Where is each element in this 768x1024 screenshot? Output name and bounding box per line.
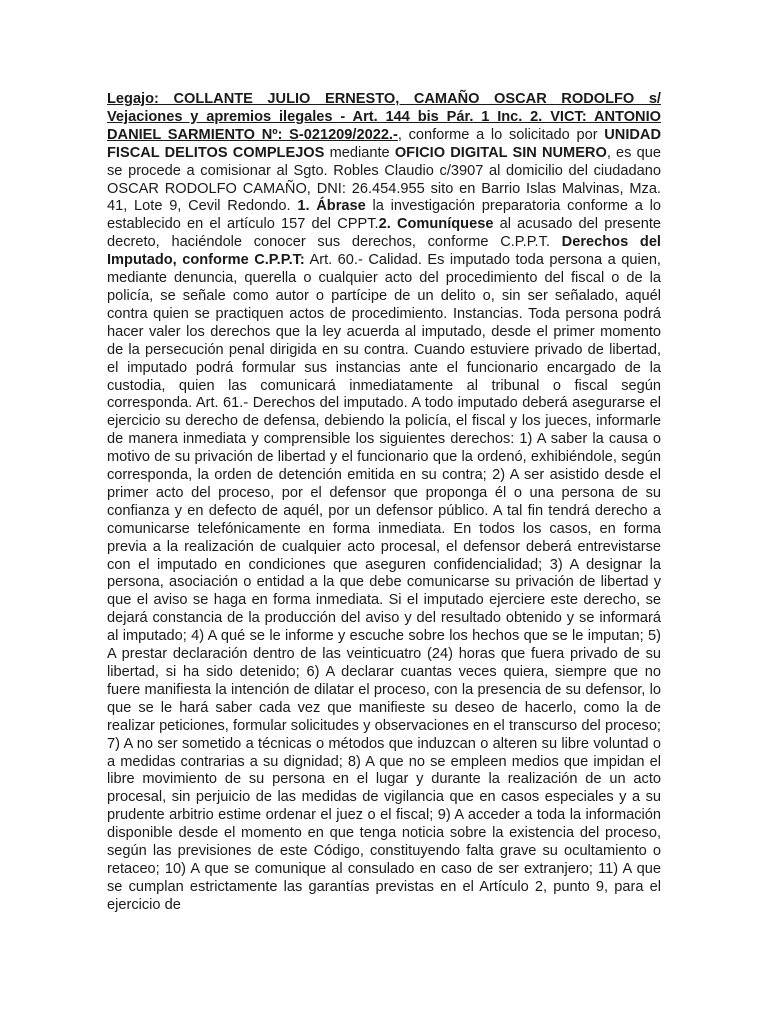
text-segment: al acusado del presente decreto, haciéndole conocer sus derechos, conforme C.P.P.T. xyxy=(107,216,662,251)
official-letter: OFICIO DIGITAL SIN NUMERO xyxy=(394,144,607,161)
text-segment: mediante xyxy=(324,144,395,161)
document-page xyxy=(107,91,661,915)
order-2-heading: 2. Comuníquese xyxy=(378,216,494,233)
order-1-heading: 1. Ábrase xyxy=(297,198,366,215)
text-segment: , es que se procede a comisionar al Sgto. Robles Claudio c/3907 al domicilio del ciudadano OSCAR RODOLFO CAMAÑO, DNI: 26.454.955 sito en Barrio Islas Malvinas, Mza. 41, Lote 9, Cevil Redondo. xyxy=(107,144,662,215)
rights-heading: Derechos del Imputado, conforme C.P.P.T: xyxy=(107,234,661,269)
rights-text: Art. 60.- Calidad. Es imputado toda persona a quien, mediante denuncia, querella o cualquier acto del procedimiento del fiscal o de la policía, se señale como autor o partícipe de un delito o, sin ser señalado, aquél contra quien se practiquen actos de procedimiento. Instancias. Toda persona podrá hacer valer los derechos que la ley acuerda al imputado, desde el primer momento de la persecución penal dirigida en su contra. Cuando estuviere privado de libertad, el imputado podrá formular sus instancias ante el funcionario encargado de la custodia, quien las comunicará inmediatamente al tribunal o fiscal según corresponda. Art. 61.- Derechos del imputado. A todo imputado deberá asegurarse el ejercicio su derecho de defensa, debiendo la policía, el fiscal y los jueces, informarle de manera inmediata y comprensible los siguientes derechos: 1) A saber la causa o motivo de su privación de libertad y el funcionario que la ordenó, exhibiéndole, según corresponda, la orden de detención emitida en su contra; 2) A ser asistido desde el primer acto del proceso, por el defensor que proponga él o una persona de su confianza y en defecto de aquél, por un defensor público. A tal fin tendrá derecho a comunicarse telefónicamente en forma inmediata. En todos los casos, en forma previa a la realización de cualquier acto procesal, el defensor deberá entrevistarse con el imputado en condiciones que aseguren confidencialidad; 3) A designar la persona, asociación o entidad a la que debe comunicarse su privación de libertad y que el aviso se haga en forma inmediata. Si el imputado ejerciere este derecho, se dejará constancia de la producción del aviso y del resultado obtenido y se informará al imputado; 4) A qué se le informe y escuche sobre los hechos que se le imputan; 5) A prestar declaración dentro de las veinticuatro (24) horas que fuera privado de su libertad, si ha sido detenido; 6) A declarar cuantas veces quiera, siempre que no fuere manifiesta la intención de dilatar el proceso, con la presencia de su defensor, lo que se le hará saber cada vez que manifieste su deseo de hacerlo, como la de realizar peticiones, formular solicitudes y observaciones en el transcurso del proceso; 7) A no ser sometido a técnicas o métodos que induzcan o alteren su libre voluntad o a medidas contrarias a su dignidad; 8) A que no se empleen medios que impidan el libre movimiento de su persona en el lugar y durante la realización de un acto procesal, sin perjuicio de las medidas de vigilancia que en casos especiales y a su prudente arbitrio estime ordenar el juez o el fiscal; 9) A acceder a toda la información disponible desde el momento en que tenga noticia sobre la existencia del proceso, según las previsiones de este Código, constituyendo falta grave su ocultamiento o retaceo; 10) A que se comunique al consulado en caso de ser extranjero; 11) A que se cumplan estrictamente las garantías previstas en el Artículo 2, punto 9, para el ejercicio de xyxy=(107,252,661,913)
requesting-unit: UNIDAD FISCAL DELITOS COMPLEJOS xyxy=(107,126,661,161)
body-paragraph xyxy=(107,91,661,915)
text-segment: , conforme a lo solicitado por xyxy=(397,126,605,143)
case-heading: Legajo: COLLANTE JULIO ERNESTO, CAMAÑO OSCAR RODOLFO s/ Vejaciones y apremios ilegales - Art. 144 bis Pár. 1 Inc. 2. VICT: ANTONIO DANIEL SARMIENTO Nº: S-021209/2022.- xyxy=(107,91,661,143)
text-segment: la investigación preparatoria conforme a lo establecido en el artículo 157 del CPPT. xyxy=(107,198,661,233)
